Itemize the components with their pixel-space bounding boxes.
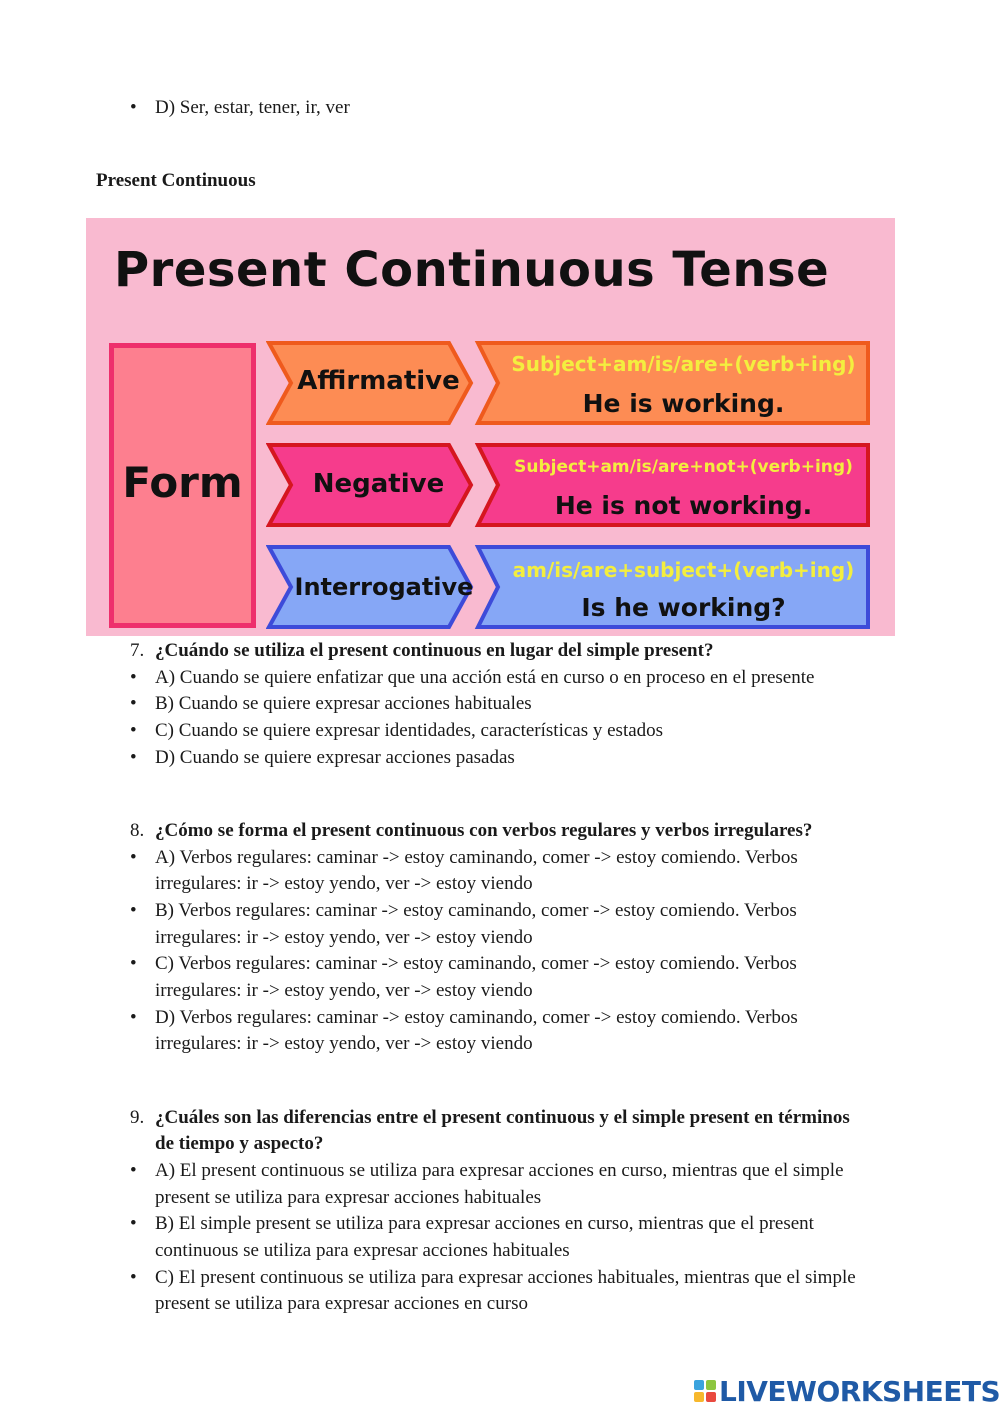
option-text: B) El simple present se utiliza para expresar acciones en curso, mientras que el present	[155, 1213, 814, 1234]
question-number: 7.	[130, 640, 145, 661]
option-text-continued: irregulares: ir -> estoy yendo, ver -> estoy viendo	[155, 1033, 533, 1054]
option-text-continued: present se utiliza para expresar acciones habituales	[155, 1187, 542, 1208]
question-number: 8.	[130, 820, 145, 841]
option-text: D) Verbos regulares: caminar -> estoy caminando, comer -> estoy comiendo. Verbos	[155, 1007, 798, 1028]
question-text-continued: de tiempo y aspecto?	[155, 1133, 324, 1154]
negative-formula: Subject+am/is/are+not+(verb+ing)	[514, 457, 853, 477]
option-text-continued: irregulares: ir -> estoy yendo, ver -> estoy viendo	[155, 873, 533, 894]
option-text-continued: irregulares: ir -> estoy yendo, ver -> estoy viendo	[155, 980, 533, 1001]
affirmative-label: Affirmative	[297, 366, 460, 396]
form-label: Form	[122, 458, 243, 507]
option-text: A) Verbos regulares: caminar -> estoy caminando, comer -> estoy comiendo. Verbos	[155, 847, 798, 868]
option-text: C) Cuando se quiere expresar identidades, características y estados	[155, 720, 664, 741]
liveworksheets-logo[interactable]	[694, 1374, 1000, 1408]
option-text: C) El present continuous se utiliza para expresar acciones habituales, mientras que el simple	[155, 1267, 856, 1288]
question-text: ¿Cómo se forma el present continuous con verbos regulares y verbos irregulares?	[155, 820, 813, 841]
liveworksheets-logo-text: LIVEWORKSHEETS	[719, 1374, 1000, 1408]
option-text: B) Cuando se quiere expresar acciones habituales	[155, 693, 532, 714]
negative-example: He is not working.	[554, 491, 813, 520]
affirmative-example: He is working.	[582, 389, 785, 418]
interrogative-example: Is he working?	[581, 593, 786, 622]
bullet: •	[130, 1267, 137, 1288]
negative-label: Negative	[312, 469, 445, 499]
option-text: D) Ser, estar, tener, ir, ver	[155, 97, 350, 118]
bullet: •	[130, 1213, 137, 1234]
bullet: •	[130, 747, 137, 768]
option-text-continued: irregulares: ir -> estoy yendo, ver -> estoy viendo	[155, 927, 533, 948]
affirmative-formula: Subject+am/is/are+(verb+ing)	[511, 352, 856, 376]
section-heading: Present Continuous	[96, 170, 256, 191]
bullet: •	[130, 847, 137, 868]
option-text: A) Cuando se quiere enfatizar que una acción está en curso o en proceso en el presente	[155, 667, 815, 688]
bullet: •	[130, 667, 137, 688]
option-text-continued: continuous se utiliza para expresar acciones habituales	[155, 1240, 570, 1261]
option-text: B) Verbos regulares: caminar -> estoy caminando, comer -> estoy comiendo. Verbos	[155, 900, 797, 921]
question-number: 9.	[130, 1107, 145, 1128]
option-text: A) El present continuous se utiliza para expresar acciones en curso, mientras que el simple	[155, 1160, 844, 1181]
present-continuous-infographic	[86, 218, 895, 636]
bullet: •	[130, 97, 137, 118]
bullet: •	[130, 900, 137, 921]
option-text: D) Cuando se quiere expresar acciones pasadas	[155, 747, 515, 768]
bullet: •	[130, 1160, 137, 1181]
form-box	[109, 343, 256, 628]
question-text: ¿Cuáles son las diferencias entre el present continuous y el simple present en términos	[155, 1107, 850, 1128]
infographic-title: Present Continuous Tense	[114, 242, 830, 298]
bullet: •	[130, 693, 137, 714]
bullet: •	[130, 1007, 137, 1028]
interrogative-formula: am/is/are+subject+(verb+ing)	[512, 558, 855, 582]
interrogative-label: Interrogative	[294, 573, 474, 601]
option-text: C) Verbos regulares: caminar -> estoy caminando, comer -> estoy comiendo. Verbos	[155, 953, 797, 974]
liveworksheets-logo-icon	[694, 1380, 716, 1402]
question-text: ¿Cuándo se utiliza el present continuous en lugar del simple present?	[155, 640, 714, 661]
bullet: •	[130, 953, 137, 974]
bullet: •	[130, 720, 137, 741]
option-text-continued: present se utiliza para expresar acciones en curso	[155, 1293, 528, 1314]
